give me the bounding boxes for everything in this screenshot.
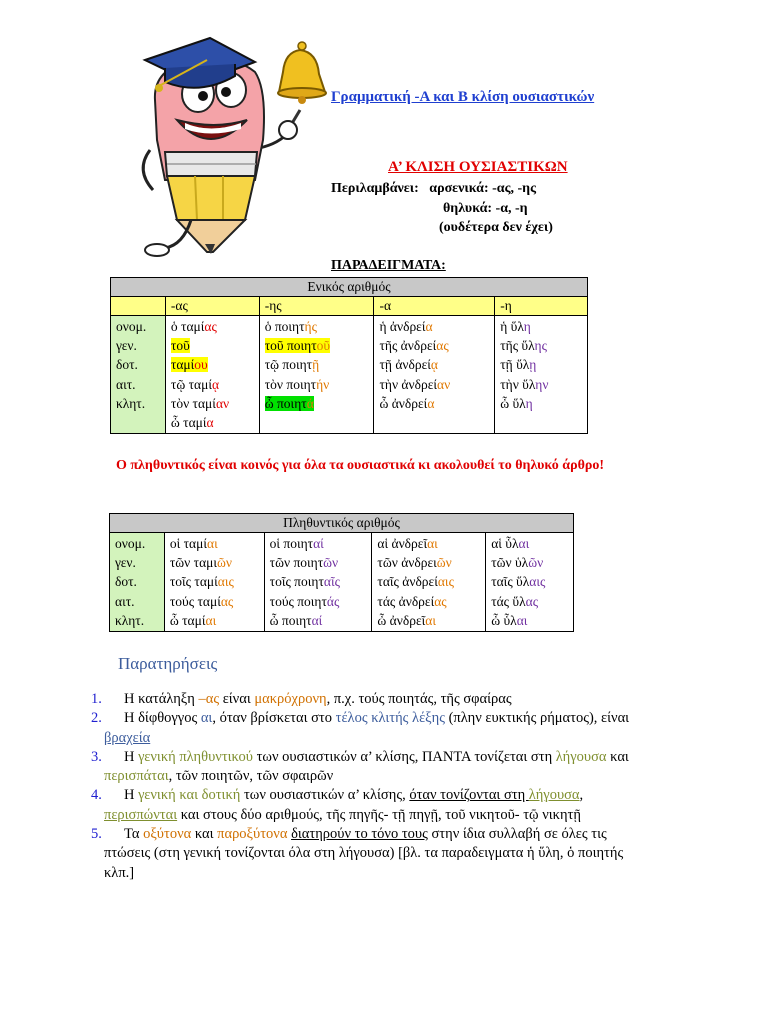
form: τῆς ἀνδρείας	[379, 338, 449, 354]
form: ὦ ποιηταί	[269, 612, 323, 628]
examples-title: ΠΑΡΑΔΕΙΓΜΑΤΑ:	[331, 258, 446, 273]
form: ὁ ταμίας	[170, 319, 217, 334]
form: ὦ ταμία	[170, 415, 214, 431]
case-label: γεν.	[116, 338, 137, 354]
form: τῶν ὑλῶν	[491, 555, 544, 571]
column-tamias	[164, 533, 264, 632]
ending-header: -η	[495, 297, 588, 316]
column-poiitis	[259, 316, 374, 434]
plural-table	[109, 513, 574, 632]
includes-line	[331, 181, 536, 197]
plural-note: Ο πληθυντικός είναι κοινός για όλα τα ουσιαστικά κι ακολουθεί το θηλυκό άρθρο!	[116, 458, 605, 473]
form: οἱ ποιηταί	[269, 536, 324, 551]
form: τῷ ποιητῇ	[264, 357, 320, 373]
singular-title: Ενικός αριθμός	[111, 278, 588, 297]
observations-title: Παρατηρήσεις	[118, 654, 218, 673]
form: ἡ ἀνδρεία	[379, 319, 433, 334]
case-label: ονομ.	[115, 536, 146, 551]
column-andreia	[372, 533, 486, 632]
bell-icon	[278, 42, 326, 130]
form: τῶν ποιητῶν	[269, 555, 339, 571]
pencil-mascot-illustration	[95, 30, 335, 260]
observation-item: 3. Η γενική πληθυντικού των ουσιαστικών α’ κλίσης, ΠΑΝΤΑ τονίζεται στη λήγουσα και περισπάται, τῶν ποιητῶν, τῶν σφαιρῶν	[91, 748, 629, 785]
observation-item: 1. Η κατάληξη –ας είναι μακρόχρονη, π.χ. τούς ποιητάς, τῆς σφαίρας	[91, 691, 512, 707]
form: ἡ ὕλη	[500, 319, 531, 334]
form: τούς ποιητάς	[269, 593, 340, 609]
ending-header: -ης	[259, 297, 374, 316]
case-label: γεν.	[115, 555, 136, 571]
column-yli	[495, 316, 588, 434]
form: ὦ ἀνδρεῖαι	[377, 612, 436, 628]
column-andreia	[374, 316, 495, 434]
ending-header: -ας	[165, 297, 259, 316]
form: τῷ ταμίᾳ	[170, 376, 220, 392]
form: ταῖς ὕλαις	[491, 574, 546, 590]
form: τῆς ὕλης	[500, 338, 547, 354]
form: τούς ταμίας	[169, 593, 234, 609]
form: τῶν ταμιῶν	[169, 555, 233, 571]
case-label: δοτ.	[116, 357, 138, 373]
includes-feminine: θηλυκά: -α, -η	[443, 201, 528, 216]
form: τὴν ἀνδρείαν	[379, 376, 451, 392]
includes-label: Περιλαμβάνει:	[331, 181, 419, 196]
singular-table	[110, 277, 588, 434]
column-poiitis	[264, 533, 372, 632]
observation-item: 4. Η γενική και δοτική των ουσιαστικών α’ κλίσης, όταν τονίζονται στη λήγουσα, περισπώνται και στους δύο αριθμούς, τῆς πηγῆς- τῇ πηγῇ, τοῦ νικητοῦ- τῷ νικητῇ	[91, 787, 584, 823]
form: τὴν ὕλην	[500, 376, 549, 392]
form: ὦ ὕλη	[500, 395, 533, 411]
column-yli	[486, 533, 574, 632]
case-labels	[111, 316, 166, 434]
form: ὦ ποιητά	[264, 395, 314, 411]
form: τοῖς ποιηταῖς	[269, 574, 340, 590]
form: αἱ ἀνδρεῖαι	[377, 536, 438, 551]
form: τῶν ἀνδρειῶν	[377, 555, 452, 571]
case-label: αιτ.	[115, 593, 135, 609]
form: οἱ ταμίαι	[169, 536, 218, 551]
includes-neuter: (ουδέτερα δεν έχει)	[439, 220, 553, 235]
form: τὸν ταμίαν	[170, 395, 230, 411]
form: τοῦ ποιητοῦ	[264, 338, 331, 354]
form: τοῦ	[170, 338, 190, 354]
form: ταμίου	[170, 357, 208, 373]
form: ὦ ταμίαι	[169, 612, 217, 628]
ending-header: -α	[374, 297, 495, 316]
case-label: ονομ.	[116, 319, 147, 334]
form: τῇ ὕλῃ	[500, 357, 537, 373]
column-tamias	[165, 316, 259, 434]
observations-list	[91, 690, 656, 883]
form: ταῖς ἀνδρείαις	[377, 574, 454, 590]
form: τάς ἀνδρείας	[377, 593, 447, 609]
case-label: κλητ.	[115, 612, 145, 628]
form: ὦ ὗλαι	[491, 612, 528, 628]
document-title-link[interactable]: Γραμματική -Α και Β κλίση ουσιαστικών	[331, 89, 595, 105]
case-label: αιτ.	[116, 376, 136, 392]
case-label: κλητ.	[116, 395, 146, 411]
section-title: Α’ ΚΛΙΣΗ ΟΥΣΙΑΣΤΙΚΩΝ	[388, 159, 568, 175]
endings-corner	[111, 297, 166, 316]
case-labels	[110, 533, 165, 632]
plural-title: Πληθυντικός αριθμός	[110, 514, 574, 533]
form: ὁ ποιητής	[264, 319, 317, 334]
form: τὸν ποιητήν	[264, 376, 330, 392]
observation-item: 5. Τα οξύτονα και παροξύτονα διατηρούν το τόνο τους στην ίδια συλλαβή σε όλες τις πτώσεις (στη γενική τονίζονται όλα στη λήγουσα) [βλ. τα παραδειγματα ἡ ὕλη, ὁ ποιητής κλπ.]	[91, 826, 624, 881]
form: τῇ ἀνδρείᾳ	[379, 357, 438, 373]
includes-masculine: αρσενικά: -ας, -ης	[429, 181, 537, 196]
case-label: δοτ.	[115, 574, 137, 590]
form: τοῖς ταμίαις	[169, 574, 234, 590]
form: τάς ὕλας	[491, 593, 539, 609]
form: αἱ ὗλαι	[491, 536, 530, 551]
observation-item: 2. Η δίφθογγος αι, όταν βρίσκεται στο τέλος κλιτής λέξης (πλην ευκτικής ρήματος), είναι βραχεία	[91, 710, 630, 746]
form: ὦ ἀνδρεία	[379, 395, 435, 411]
